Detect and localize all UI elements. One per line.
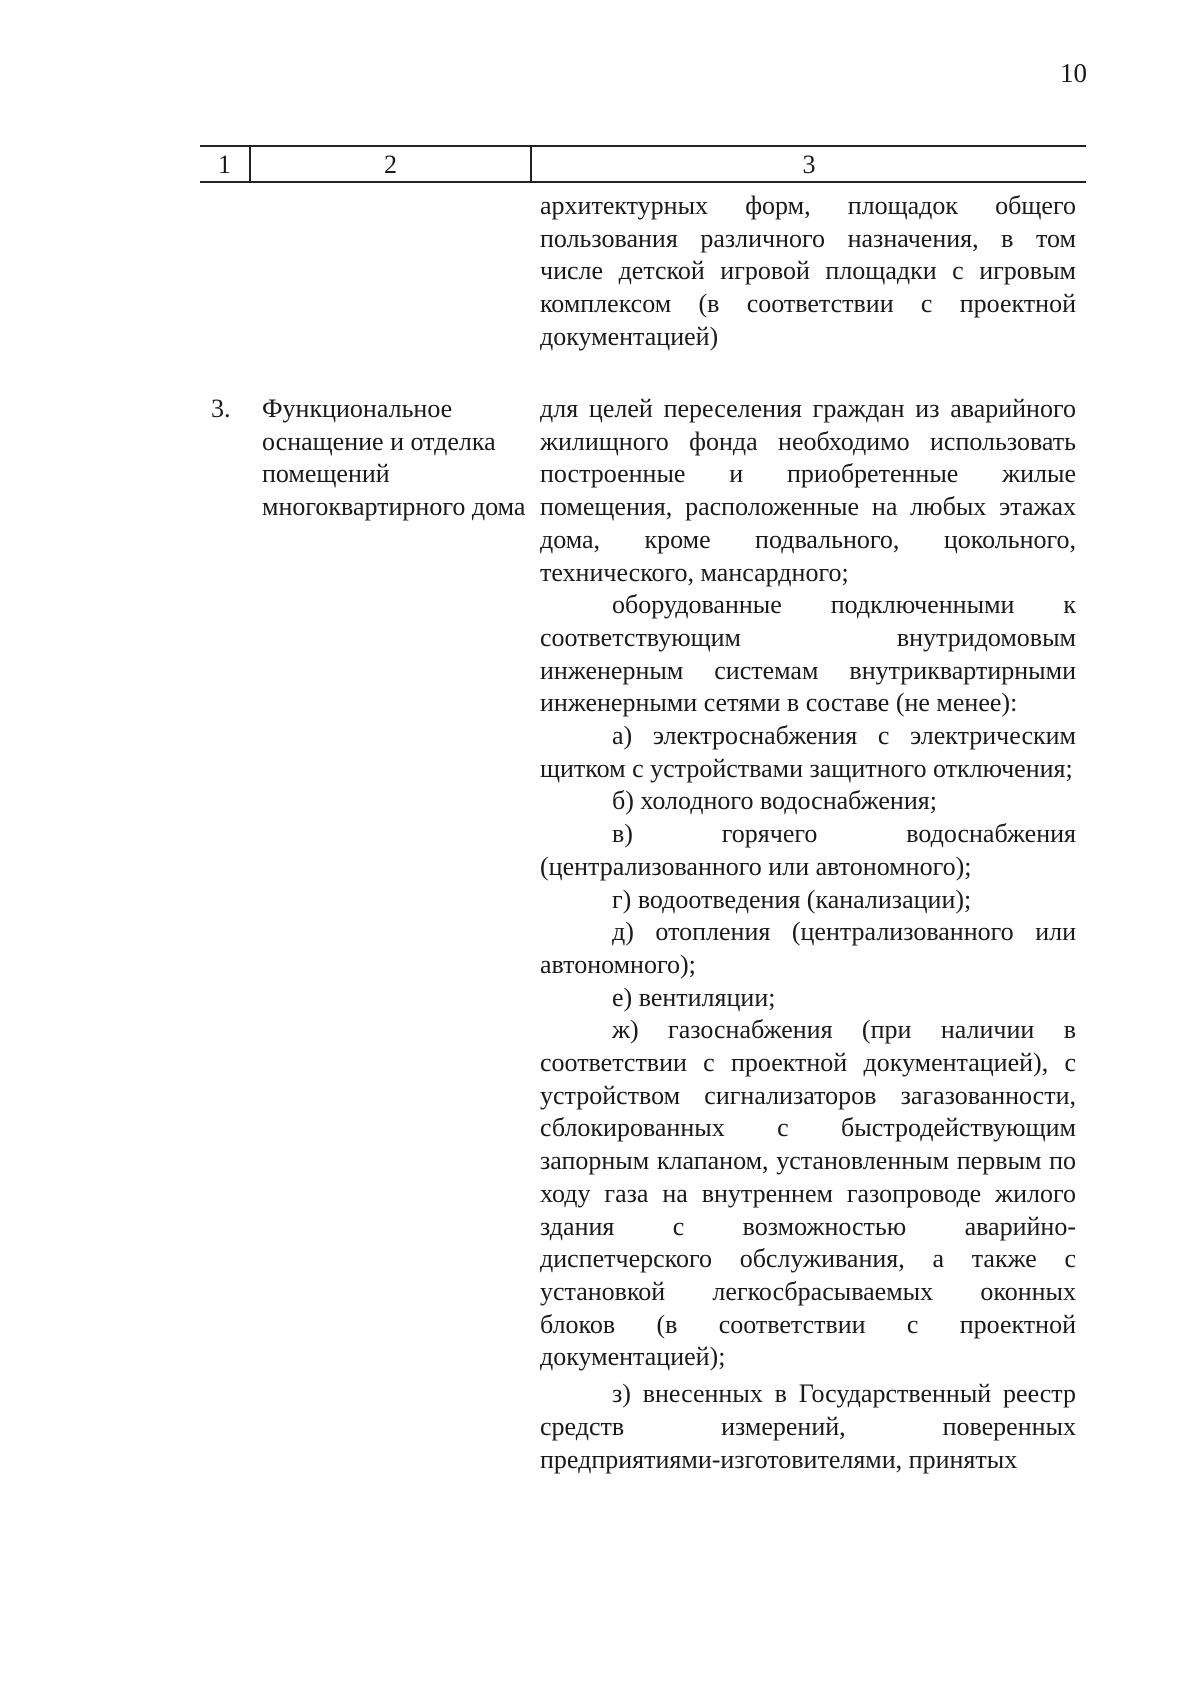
list-item: б) холодного водоснабжения; [612, 786, 937, 816]
list-item: ж) газоснабжения (при наличии в соответствии с проектной документацией), с устройством сигнализаторов загазованности, сблокированных с быстродействующим запорным клапаном, установленным первым по ходу газа на внутреннем газопроводе жилого здания с возможностью аварийно-диспетчерского обслуживания, а также с установкой легкосбрасываемых оконных блоков (в соответствии с проектной документацией); [540, 1015, 1076, 1372]
header-cell-2: 2 [384, 150, 397, 179]
list-item: д) отопления (централизованного или автономного); [540, 917, 1076, 979]
list-item: а) электроснабжения с электрическим щитком с устройствами защитного отключения; [540, 721, 1076, 783]
row-content [540, 393, 1076, 1476]
paragraph: для целей переселения граждан из аварийного жилищного фонда необходимо использовать построенные и приобретенные жилые помещения, расположенные на любых этажах дома, кроме подвального, цокольного, технического, мансардного; [540, 394, 1076, 587]
page-number: 10 [1060, 58, 1087, 88]
row-title: Функциональное оснащение и отделка помещений многоквартирного дома [262, 394, 526, 522]
header-cell-1: 1 [218, 150, 231, 179]
list-item: в) горячего водоснабжения (централизованного или автономного); [540, 819, 1076, 881]
header-cell-3: 3 [802, 150, 816, 179]
list-item: з) внесенных в Государственный реестр средств измерений, поверенных предприятиями-изготовителями, принятых [540, 1379, 1076, 1474]
list-item: г) водоотведения (канализации); [612, 884, 972, 914]
continuation-text: архитектурных форм, площадок общего пользования различного назначения, в том числе детской игровой площадки с игровым комплексом (в соответствии с проектной документацией) [540, 191, 1076, 351]
row-number: 3. [211, 394, 231, 423]
paragraph: оборудованные подключенными к соответствующим внутридомовым инженерным системам внутриквартирными инженерными сетями в составе (не менее): [540, 590, 1076, 718]
list-item: е) вентиляции; [612, 982, 776, 1012]
continuation-cell [540, 190, 1076, 354]
header-bottom-line [200, 181, 1086, 183]
header-top-line [200, 145, 1086, 147]
